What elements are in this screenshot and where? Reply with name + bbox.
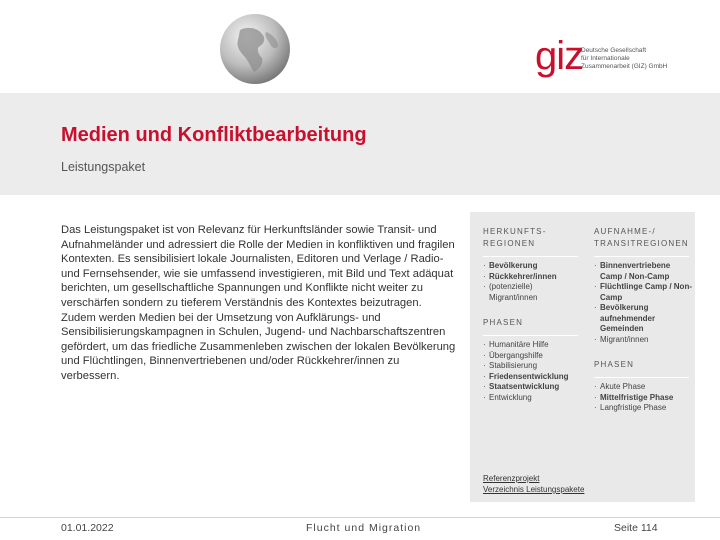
phases-heading: PHASEN [594, 360, 635, 369]
list-item: · Stabilisierung [483, 361, 583, 372]
list-item: · (potenzielle) Migrant/innen [483, 282, 583, 303]
footer-date: 01.01.2022 [61, 522, 114, 534]
origin-regions-column [483, 226, 583, 403]
list-item: · Humanitäre Hilfe [483, 340, 583, 351]
links [483, 473, 584, 495]
logo-wordmark: giz [535, 34, 584, 78]
globe-icon [218, 12, 292, 86]
phases-heading: PHASEN [483, 318, 524, 327]
page-title: Medien und Konfliktbearbeitung [61, 124, 367, 146]
list-item: · Bevölkerung aufnehmender Gemeinden [594, 303, 694, 335]
divider [483, 335, 578, 336]
phase-list [483, 340, 583, 403]
divider [594, 377, 689, 378]
divider [594, 256, 689, 257]
footer-page-number: Seite 114 [614, 522, 658, 534]
target-group-list [594, 261, 694, 345]
phase-list [594, 382, 694, 414]
column-heading: AUFNAHME-/ TRANSITREGIONEN [594, 227, 689, 248]
list-item: · Mittelfristige Phase [594, 393, 694, 404]
divider [483, 256, 578, 257]
list-item: · Bevölkerung [483, 261, 583, 272]
column-heading: HERKUNFTS-REGIONEN [483, 227, 547, 248]
reference-project-link[interactable]: Referenzprojekt [483, 474, 540, 483]
target-group-list [483, 261, 583, 303]
list-item: · Staatsentwicklung [483, 382, 583, 393]
list-item: · Übergangshilfe [483, 351, 583, 362]
page-subtitle: Leistungspaket [61, 160, 146, 174]
footer-topic: Flucht und Migration [306, 522, 422, 534]
host-transit-regions-column [594, 226, 694, 414]
list-item: · Flüchtlinge Camp / Non-Camp [594, 282, 694, 303]
list-item: · Akute Phase [594, 382, 694, 393]
list-item: · Migrant/innen [594, 335, 694, 346]
service-package-directory-link[interactable]: Verzeichnis Leistungspakete [483, 485, 585, 494]
description-text: Das Leistungspaket ist von Relevanz für Herkunftsländer sowie Transit- und Aufnahmeländer und adressiert die Rolle der Medien in konfliktiven und fragilen Kontexten. Es sensibilisiert lokale Journalisten, Editoren und Verlage / Radio- und Fernsehsender, wie sie umfassend investigieren, mit Bild und Text adäquat berichten, um gesellschaftliche Spannungen und Konflikte nicht weiter zu verschärfen sondern zu tieferem Verständnis des Kontextes beizutragen. Zudem werden Medien bei der Umsetzung von Aufklärungs- und Sensibilisierungskampagnen in Schulen, Jugend- und Nachbarschaftszentren gefördert, um das friedliche Zusammenleben zwischen der lokalen Bevölkerung und Flüchtlingen, Binnenvertriebenen und/oder Rückkehrer/innen zu verbessern. [61, 224, 456, 382]
list-item: · Entwicklung [483, 393, 583, 404]
sidebar-panel [470, 212, 695, 502]
list-item: · Friedensentwicklung [483, 372, 583, 383]
list-item: · Binnenvertriebene Camp / Non-Camp [594, 261, 694, 282]
footer-divider [0, 517, 720, 518]
logo-organization-name: Deutsche Gesellschaft für Internationale Zusammenarbeit (GIZ) GmbH [581, 47, 668, 70]
list-item: · Langfristige Phase [594, 403, 694, 414]
list-item: · Rückkehrer/innen [483, 272, 583, 283]
